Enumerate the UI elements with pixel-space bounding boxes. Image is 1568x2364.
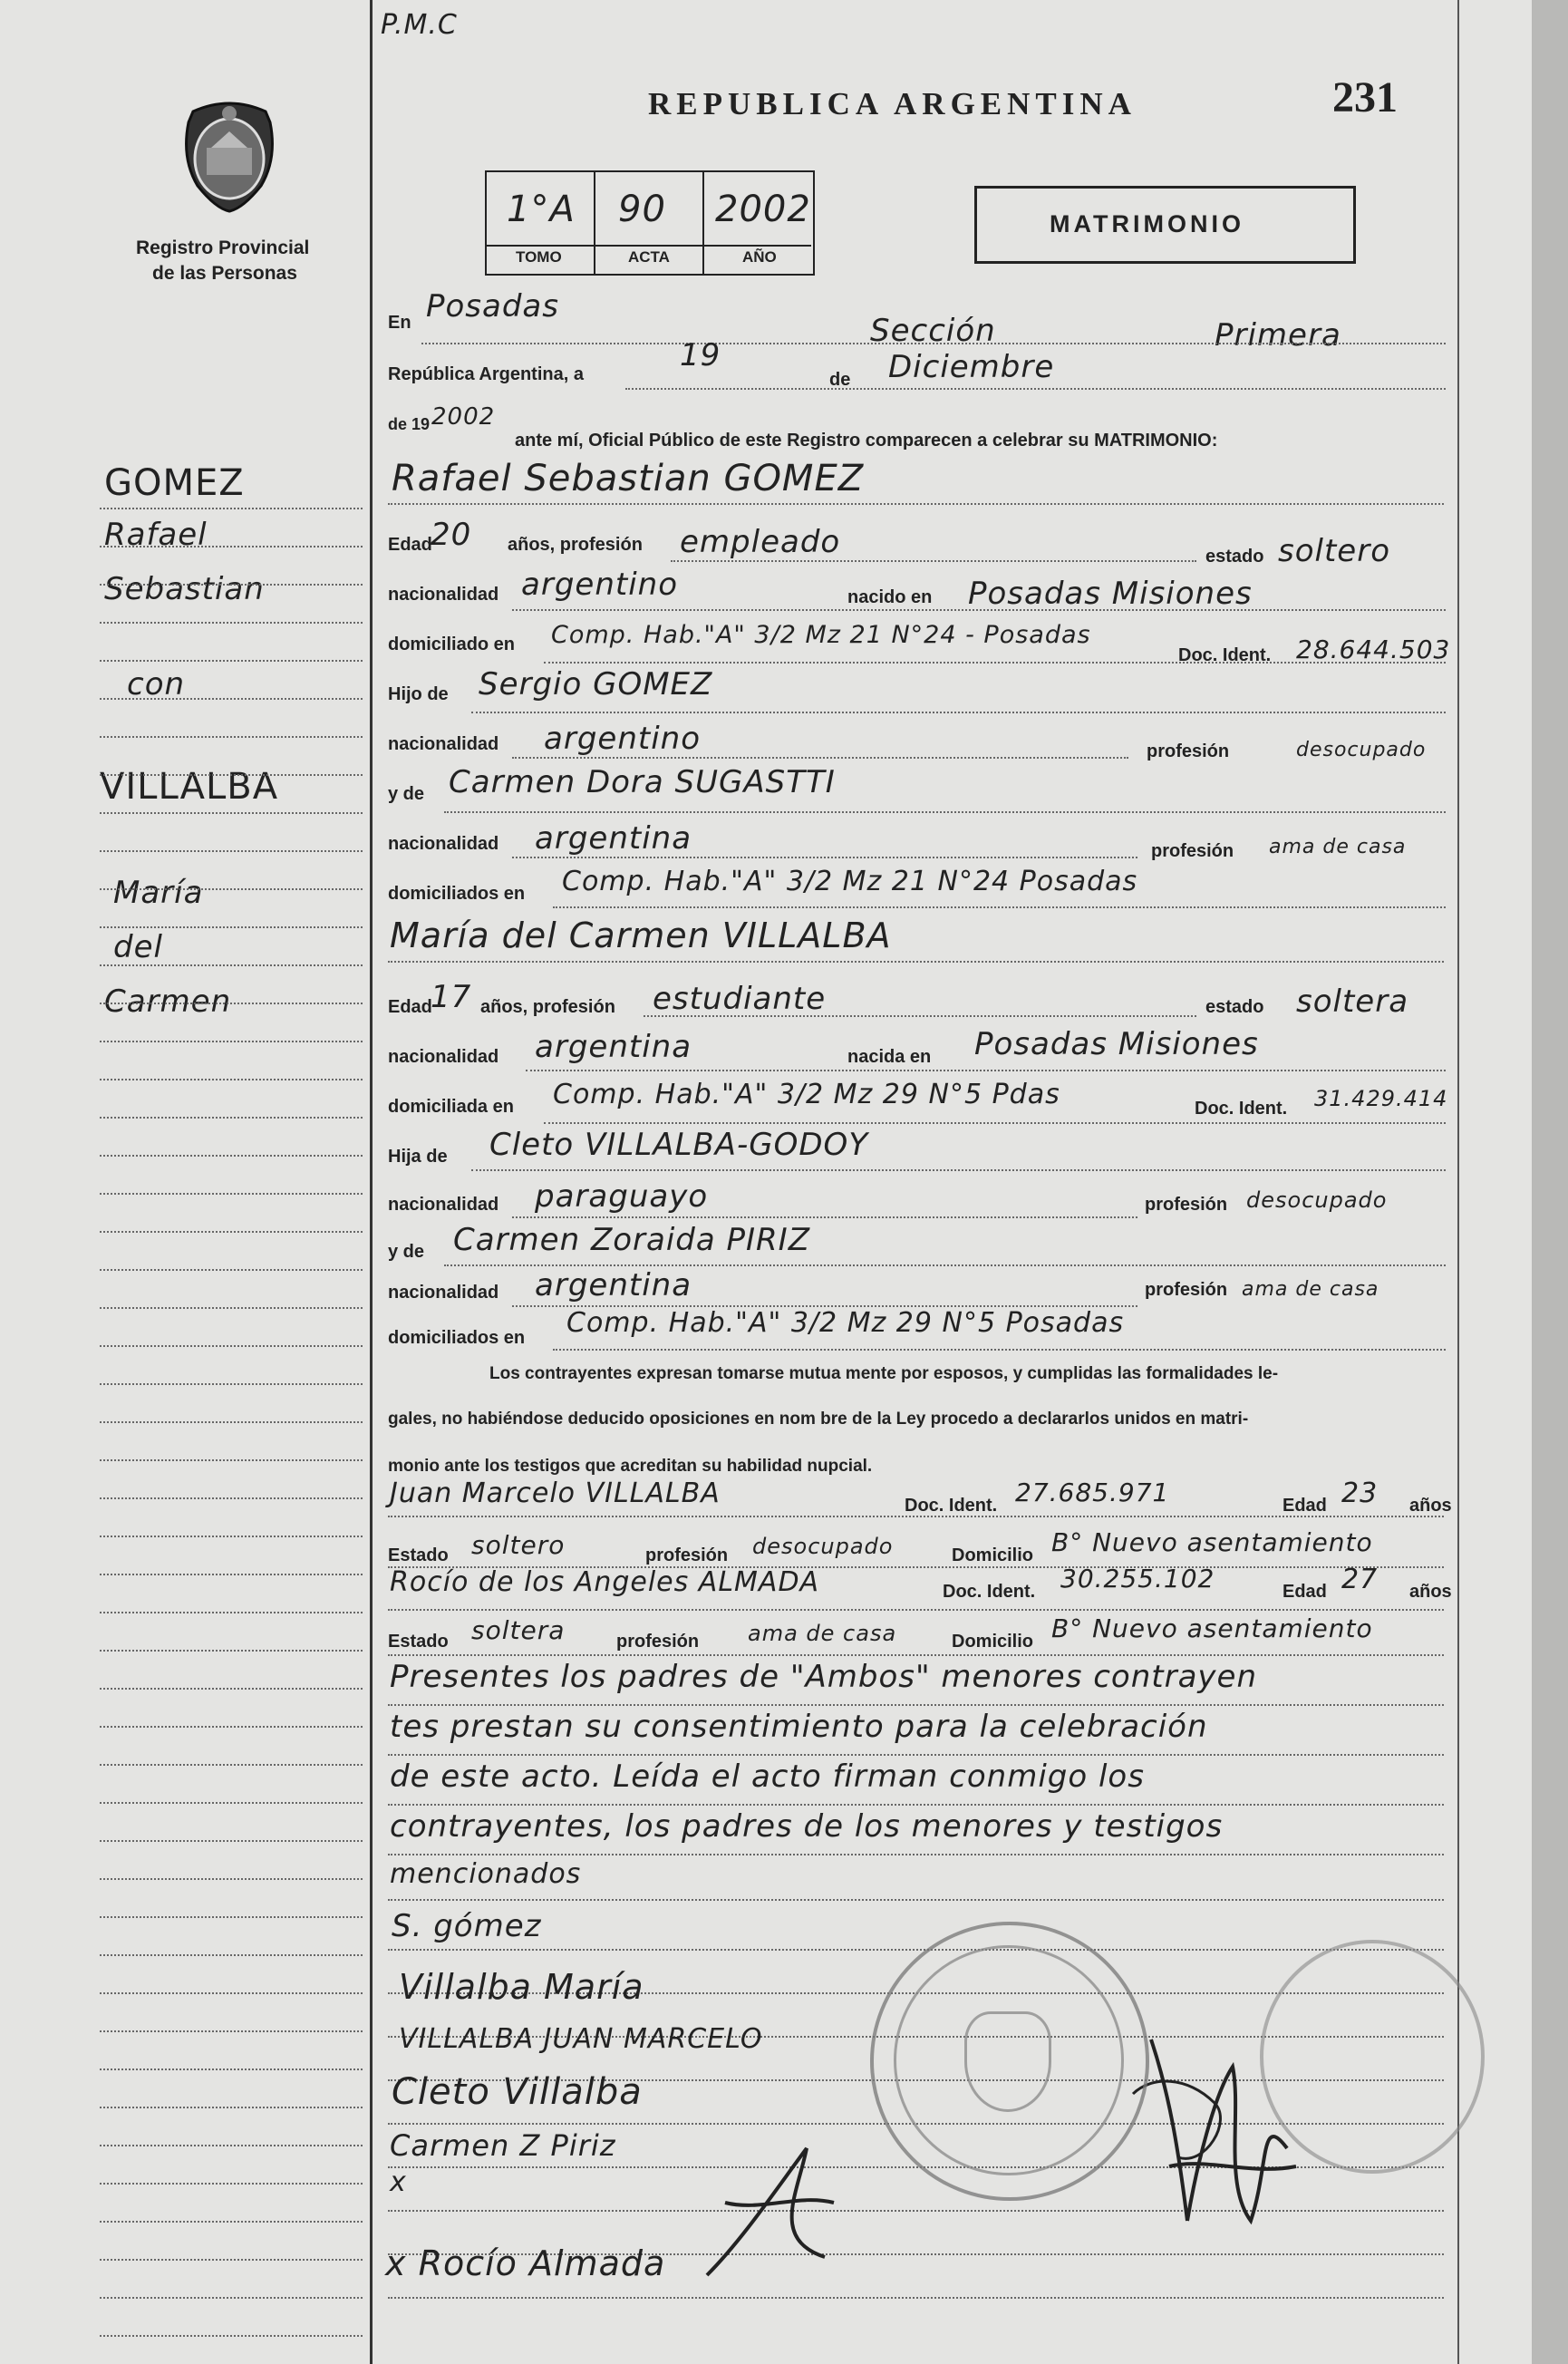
groom-father-nat-label: nacionalidad: [388, 734, 499, 754]
bride-name: María del Carmen VILLALBA: [390, 916, 892, 955]
sidebar-rule: [100, 508, 363, 509]
signature-rule: [388, 1949, 1444, 1951]
sidebar-name-5: VILLALBA: [100, 766, 279, 808]
groom-address: Comp. Hab."A" 3/2 Mz 21 N°24 - Posadas: [551, 621, 1091, 649]
sidebar-rule: [100, 2221, 363, 2223]
sidebar-rule: [100, 964, 363, 966]
bride-mother-nat: argentina: [535, 1267, 692, 1303]
groom-edad-label: Edad: [388, 535, 432, 555]
groom-age: 20: [431, 517, 472, 553]
note-line-5: mencionados: [390, 1858, 582, 1890]
anio-label: AÑO: [742, 248, 777, 266]
acta-label: ACTA: [628, 248, 670, 266]
declaration-line-2: gales, no habiéndose deducido oposiciones en nom bre de la Ley procedo a declararlos unidos en matri-: [388, 1410, 1249, 1429]
bride-father-nat: paraguayo: [535, 1178, 709, 1215]
sidebar-rule: [100, 2030, 363, 2032]
witness-2-anos: años: [1409, 1582, 1452, 1602]
bride-estado-label: estado: [1205, 997, 1264, 1017]
sidebar-rule: [100, 774, 363, 776]
sidebar-name-6: María: [113, 875, 204, 911]
month: Diciembre: [888, 349, 1055, 385]
official-round-stamp: [870, 1922, 1149, 2201]
tomo-acta-box: [485, 170, 815, 276]
witness-2-edad-label: Edad: [1282, 1582, 1327, 1602]
city: Posadas: [426, 288, 559, 325]
bride-profession: estudiante: [653, 981, 827, 1017]
sidebar-rule: [100, 1992, 363, 1994]
bride-father-nat-label: nacionalidad: [388, 1195, 499, 1215]
witness-2-profession: ama de casa: [748, 1621, 897, 1646]
sidebar-rule: [100, 1459, 363, 1461]
sidebar-rule: [100, 1916, 363, 1918]
bride-age: 17: [431, 979, 472, 1015]
sidebar-rule: [100, 1117, 363, 1119]
republic-label: República Argentina, a: [388, 364, 584, 384]
groom-name: Rafael Sebastian GOMEZ: [392, 458, 865, 499]
signature-2: Villalba María: [399, 1967, 644, 2007]
groom-mother-nat-label: nacionalidad: [388, 834, 499, 854]
tomo-value: 1°A: [507, 189, 576, 230]
sidebar-rule: [100, 1574, 363, 1575]
signature-7: x Rocío Almada: [385, 2243, 666, 2283]
section-word: Sección: [870, 313, 996, 349]
sidebar-name-7: del: [113, 929, 163, 965]
groom-father-prof-label: profesión: [1147, 741, 1230, 761]
groom-birthplace: Posadas Misiones: [968, 576, 1253, 612]
registry-name-line1: Registro Provincial: [136, 237, 310, 258]
groom-mother-prof: ama de casa: [1269, 836, 1407, 858]
signature-3: VILLALBA JUAN MARCELO: [399, 2023, 763, 2055]
sidebar-rule: [100, 1688, 363, 1690]
sidebar-rule: [100, 850, 363, 852]
sidebar-rule: [100, 1726, 363, 1728]
country-title: REPUBLICA ARGENTINA: [648, 86, 1137, 121]
sidebar-name-3: Sebastian: [104, 571, 265, 607]
bride-parents-dom-label: domiciliados en: [388, 1328, 526, 1348]
bride-father: Cleto VILLALBA-GODOY: [489, 1127, 869, 1163]
sidebar-rule: [100, 1155, 363, 1157]
groom-father-nat: argentino: [544, 721, 701, 757]
note-line-3: de este acto. Leída el acto firman conmigo los: [390, 1758, 1145, 1795]
sidebar-rule: [100, 1003, 363, 1004]
sidebar-rule: [100, 1650, 363, 1652]
sidebar-rule: [100, 1764, 363, 1766]
signature-1: S. gómez: [392, 1908, 542, 1944]
bride-edad-label: Edad: [388, 997, 432, 1017]
year-prefix: de 19: [388, 415, 431, 433]
year-value: 2002: [431, 403, 496, 431]
witness-2-address: B° Nuevo asentamiento: [1051, 1613, 1373, 1643]
witness-2-doc: 30.255.102: [1060, 1564, 1215, 1594]
sidebar-name-4: con: [127, 666, 186, 702]
section-value: Primera: [1215, 317, 1341, 354]
groom-parents-address: Comp. Hab."A" 3/2 Mz 21 N°24 Posadas: [562, 866, 1138, 897]
bride-father-label: Hija de: [388, 1147, 448, 1167]
bride-doc: 31.429.414: [1314, 1086, 1448, 1111]
groom-nationality: argentino: [521, 567, 678, 603]
sidebar-rule: [100, 1193, 363, 1195]
sidebar-rule: [100, 1345, 363, 1347]
witness-1-age: 23: [1341, 1478, 1379, 1509]
witness-1-address: B° Nuevo asentamiento: [1051, 1527, 1373, 1557]
sidebar-rule: [100, 1612, 363, 1613]
bride-nacida-label: nacida en: [847, 1047, 932, 1067]
sidebar-rule: [100, 888, 363, 890]
witness-2-dom-label: Domicilio: [952, 1632, 1034, 1652]
bride-domicilio-label: domiciliada en: [388, 1097, 514, 1117]
groom-parents-dom-label: domiciliados en: [388, 884, 526, 904]
groom-doc: 28.644.503: [1296, 635, 1451, 664]
sidebar-rule: [100, 2145, 363, 2146]
registry-name-line2: de las Personas: [152, 263, 297, 284]
witness-1-anos: años: [1409, 1496, 1452, 1516]
bride-mother: Carmen Zoraida PIRIZ: [453, 1222, 810, 1258]
sidebar-rule: [100, 2335, 363, 2337]
day: 19: [680, 337, 721, 373]
witness-1-estado-label: Estado: [388, 1545, 449, 1565]
tomo-label: TOMO: [516, 248, 562, 266]
sidebar-rule: [100, 812, 363, 814]
intro-text: ante mí, Oficial Público de este Registro comparecen a celebrar su MATRIMONIO:: [515, 431, 1218, 451]
signature-4: Cleto Villalba: [392, 2071, 643, 2113]
witness-1-prof-label: profesión: [645, 1545, 729, 1565]
bride-mother-label: y de: [388, 1242, 425, 1262]
groom-father-label: Hijo de: [388, 684, 449, 704]
sidebar-name-8: Carmen: [104, 983, 232, 1020]
witness-1-doc: 27.685.971: [1015, 1478, 1170, 1507]
note-line-2: tes prestan su consentimiento para la celebración: [390, 1709, 1208, 1745]
sidebar-rule: [100, 1497, 363, 1499]
bride-mother-prof: ama de casa: [1242, 1278, 1379, 1301]
sidebar-rule: [100, 736, 363, 738]
groom-mother-nat: argentina: [535, 820, 692, 857]
bride-nationality: argentina: [535, 1029, 692, 1065]
sidebar-rule: [100, 2068, 363, 2070]
sidebar-rule: [100, 2259, 363, 2261]
note-line-4: contrayentes, los padres de los menores y testigos: [390, 1808, 1224, 1845]
page-number: 231: [1332, 73, 1398, 121]
groom-father: Sergio GOMEZ: [479, 666, 713, 702]
sidebar-rule: [100, 1383, 363, 1385]
witness-2-estado: soltera: [471, 1615, 566, 1645]
sidebar-rule: [100, 1269, 363, 1271]
page-right-shadow: [1532, 0, 1568, 2364]
sidebar-rule: [100, 1954, 363, 1956]
signature-rule: [388, 2297, 1444, 2299]
sidebar-rule: [100, 1536, 363, 1537]
sidebar-rule: [100, 2297, 363, 2299]
witness-1-edad-label: Edad: [1282, 1496, 1327, 1516]
witness-1-profession: desocupado: [752, 1534, 894, 1559]
groom-mother-label: y de: [388, 784, 425, 804]
groom-profession: empleado: [680, 524, 841, 560]
sidebar-rule: [100, 584, 363, 586]
witness-2-age: 27: [1341, 1564, 1379, 1595]
de-label: de: [829, 370, 851, 390]
groom-mother-prof-label: profesión: [1151, 841, 1234, 861]
note-line-1: Presentes los padres de "Ambos" menores contrayen: [390, 1659, 1257, 1695]
official-oval-stamp: [1260, 1940, 1485, 2174]
sidebar-rule: [100, 622, 363, 624]
bride-profesion-label: años, profesión: [480, 997, 615, 1017]
sidebar-rule: [100, 1041, 363, 1042]
groom-nacionalidad-label: nacionalidad: [388, 585, 499, 605]
declaration-line-1: Los contrayentes expresan tomarse mutua mente por esposos, y cumplidas las formalidades le-: [489, 1364, 1279, 1383]
bride-parents-address: Comp. Hab."A" 3/2 Mz 29 N°5 Posadas: [566, 1307, 1125, 1339]
groom-profesion-label: años, profesión: [508, 535, 643, 555]
bride-nacionalidad-label: nacionalidad: [388, 1047, 499, 1067]
sidebar-rule: [100, 1421, 363, 1423]
bride-father-prof: desocupado: [1246, 1187, 1388, 1213]
sidebar-rule: [100, 1840, 363, 1842]
witness-1-name: Juan Marcelo VILLALBA: [390, 1478, 721, 1509]
witness-2-estado-label: Estado: [388, 1632, 449, 1652]
handwritten-note: P.M.C: [381, 9, 458, 41]
sidebar-rule: [100, 1307, 363, 1309]
bride-address: Comp. Hab."A" 3/2 Mz 29 N°5 Pdas: [553, 1079, 1060, 1110]
provincial-emblem: [170, 95, 288, 218]
groom-mother: Carmen Dora SUGASTTI: [449, 764, 836, 800]
sidebar-rule: [100, 1802, 363, 1804]
signature-6: x: [390, 2166, 407, 2198]
left-margin-line: [370, 0, 373, 2364]
bride-mother-nat-label: nacionalidad: [388, 1283, 499, 1303]
witness-2-prof-label: profesión: [616, 1632, 700, 1652]
doc-type: MATRIMONIO: [1050, 210, 1244, 237]
groom-doc-label: Doc. Ident.: [1178, 645, 1272, 665]
bride-doc-label: Doc. Ident.: [1195, 1099, 1288, 1119]
sidebar-name-1: GOMEZ: [104, 462, 245, 504]
sidebar-rule: [100, 660, 363, 662]
groom-nacido-label: nacido en: [847, 587, 933, 607]
bride-estado: soltera: [1296, 983, 1409, 1020]
sidebar-rule: [100, 1878, 363, 1880]
witness-1-estado: soltero: [471, 1530, 566, 1560]
witness-signature-scribble: [689, 2112, 852, 2298]
anio-value: 2002: [715, 189, 811, 230]
sidebar-name-2: Rafael: [104, 517, 208, 553]
sidebar-rule: [100, 1231, 363, 1233]
bride-father-prof-label: profesión: [1145, 1195, 1228, 1215]
sidebar-rule: [100, 546, 363, 547]
witness-2-name: Rocío de los Angeles ALMADA: [390, 1566, 820, 1598]
groom-father-prof: desocupado: [1296, 739, 1427, 761]
doc-type-box: [974, 186, 1356, 264]
groom-estado-label: estado: [1205, 547, 1264, 567]
groom-estado: soltero: [1278, 533, 1390, 569]
bride-mother-prof-label: profesión: [1145, 1280, 1228, 1300]
en-label: En: [388, 313, 411, 333]
declaration-line-3: monio ante los testigos que acreditan su habilidad nupcial.: [388, 1457, 873, 1476]
sidebar-rule: [100, 2183, 363, 2185]
sidebar-rule: [100, 2107, 363, 2108]
witness-2-doc-label: Doc. Ident.: [943, 1582, 1036, 1602]
signature-5: Carmen Z Piriz: [390, 2128, 616, 2163]
witness-1-dom-label: Domicilio: [952, 1545, 1034, 1565]
sidebar-rule: [100, 926, 363, 928]
witness-1-doc-label: Doc. Ident.: [905, 1496, 998, 1516]
sidebar-rule: [100, 698, 363, 700]
sidebar-rule: [100, 1079, 363, 1080]
bride-birthplace: Posadas Misiones: [974, 1026, 1259, 1062]
groom-domicilio-label: domiciliado en: [388, 635, 516, 654]
acta-value: 90: [618, 189, 666, 230]
